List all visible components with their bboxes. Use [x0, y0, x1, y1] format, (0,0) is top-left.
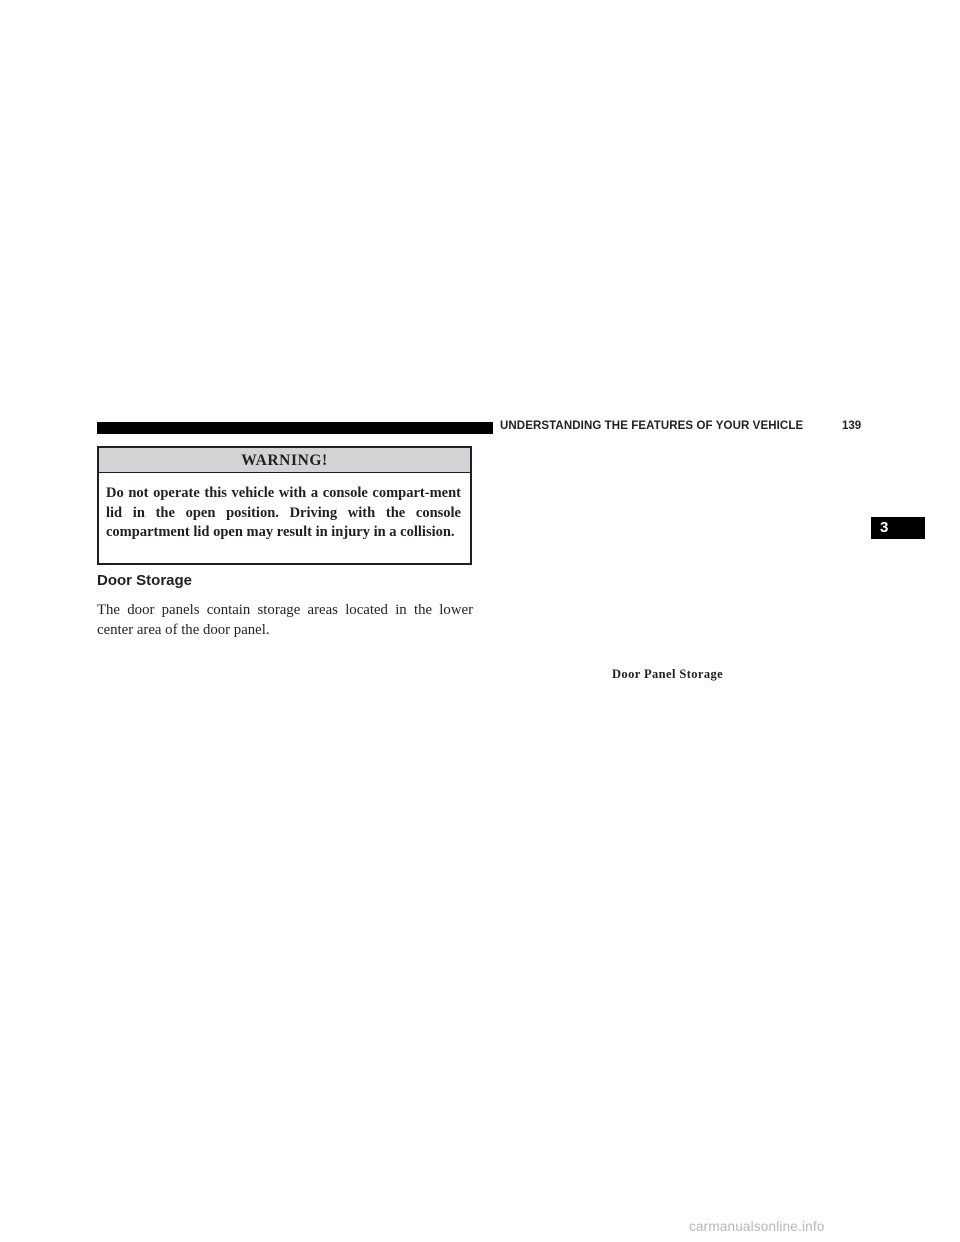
chapter-tab: 3 [871, 517, 925, 539]
watermark-text: carmanualsonline.info [689, 1219, 825, 1234]
section-body-text: The door panels contain storage areas located in the lower center area of the door panel. [97, 602, 473, 638]
header-rule [97, 422, 493, 434]
running-header-title: UNDERSTANDING THE FEATURES OF YOUR VEHICLE [500, 420, 804, 432]
warning-heading: WARNING! [99, 448, 470, 473]
warning-text: Do not operate this vehicle with a console compart-ment lid in the open position. Driving with the console compartment lid open may result in injury in a collision. [106, 485, 461, 540]
section-heading: Door Storage [97, 572, 193, 589]
figure-caption: Door Panel Storage [612, 667, 724, 681]
page-number: 139 [842, 420, 862, 432]
warning-box [97, 446, 472, 565]
